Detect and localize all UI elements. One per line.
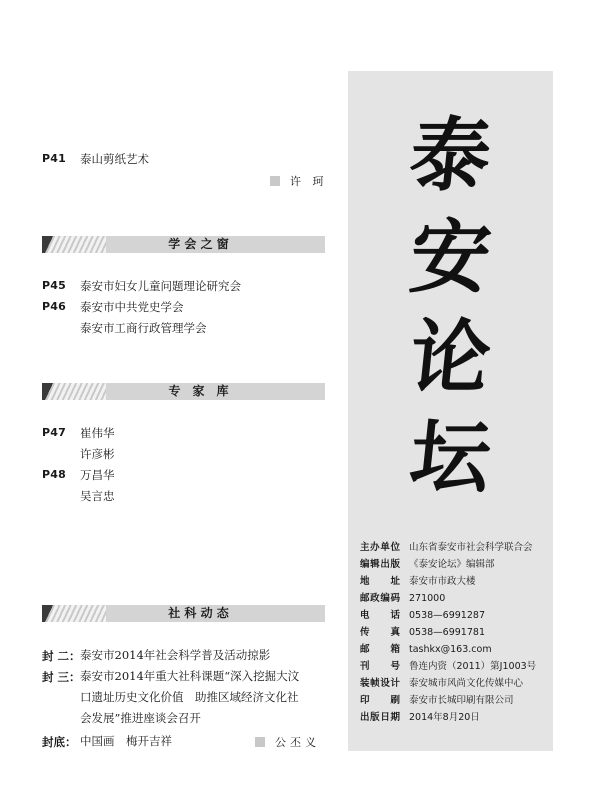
article-title: 泰安市中共党史学会 bbox=[80, 300, 184, 314]
section-header-news bbox=[42, 605, 325, 622]
cover3-text-line: 口遗址历史文化价值 助推区域经济文化社 bbox=[80, 690, 299, 704]
cover-title-char: 安 bbox=[405, 210, 496, 304]
article-author bbox=[270, 173, 328, 189]
page-number: P46 bbox=[42, 300, 66, 313]
imprint-label: 刊 号 bbox=[360, 661, 400, 672]
magazine-cover-panel bbox=[348, 71, 553, 751]
article-title: 泰山剪纸艺术 bbox=[80, 152, 149, 166]
author-name: 公丕义 bbox=[275, 736, 320, 749]
imprint-value: 山东省泰安市社会科学联合会 bbox=[409, 542, 533, 553]
page-number: P45 bbox=[42, 279, 66, 292]
cover3-text-line: 会发展”推进座谈会召开 bbox=[80, 711, 201, 725]
imprint-value: 泰安市市政大楼 bbox=[409, 576, 476, 587]
imprint-row bbox=[360, 591, 445, 607]
imprint-row bbox=[360, 557, 495, 573]
section-header-window bbox=[42, 236, 325, 253]
imprint-label: 编辑出版 bbox=[360, 559, 400, 570]
author-marker-icon bbox=[270, 176, 280, 186]
article-title: 泰安市工商行政管理学会 bbox=[80, 321, 207, 335]
cover3-label: 封 三： bbox=[42, 670, 81, 684]
imprint-row bbox=[360, 676, 523, 692]
expert-name: 许彦彬 bbox=[80, 447, 115, 461]
imprint-label: 邮政编码 bbox=[360, 593, 400, 604]
author-name: 许 珂 bbox=[290, 175, 328, 188]
page-number: P41 bbox=[42, 152, 66, 165]
imprint-row bbox=[360, 659, 536, 675]
imprint-value: tashkx@163.com bbox=[409, 644, 492, 655]
section-title: 社 科 动 态 bbox=[168, 606, 229, 620]
page-number: P47 bbox=[42, 426, 66, 439]
expert-name: 吴言忠 bbox=[80, 489, 115, 503]
cover2-text: 泰安市2014年社会科学普及活动掠影 bbox=[80, 648, 271, 662]
imprint-row bbox=[360, 540, 533, 556]
section-header-experts bbox=[42, 383, 325, 400]
imprint-label: 印 刷 bbox=[360, 695, 400, 706]
imprint-label: 电 话 bbox=[360, 610, 400, 621]
page-number: P48 bbox=[42, 468, 66, 481]
imprint-row bbox=[360, 642, 492, 658]
imprint-value: 泰安城市风尚文化传媒中心 bbox=[409, 678, 524, 689]
imprint-label: 装帧设计 bbox=[360, 678, 400, 689]
back-cover-label: 封底： bbox=[42, 735, 77, 749]
imprint-row bbox=[360, 693, 514, 709]
imprint-value: 《泰安论坛》编辑部 bbox=[409, 559, 495, 570]
imprint-label: 传 真 bbox=[360, 627, 400, 638]
imprint-row bbox=[360, 710, 480, 726]
imprint-value: 鲁连内资（2011）第J1003号 bbox=[409, 661, 537, 672]
section-title: 学 会 之 窗 bbox=[168, 237, 229, 251]
expert-name: 万昌华 bbox=[80, 468, 115, 482]
author-marker-icon bbox=[255, 737, 265, 747]
imprint-label: 地 址 bbox=[360, 576, 400, 587]
imprint-label: 邮 箱 bbox=[360, 644, 400, 655]
imprint-value: 0538—6991287 bbox=[409, 610, 485, 621]
cover-title-char: 泰 bbox=[405, 108, 496, 202]
cover2-label: 封 二： bbox=[42, 649, 81, 663]
section-title: 专 家 库 bbox=[168, 384, 229, 398]
back-cover-author bbox=[255, 734, 320, 750]
imprint-row bbox=[360, 608, 485, 624]
imprint-row bbox=[360, 625, 485, 641]
cover-title-char: 坛 bbox=[405, 410, 496, 504]
back-cover-text: 中国画 梅开吉祥 bbox=[80, 734, 172, 748]
expert-name: 崔伟华 bbox=[80, 426, 115, 440]
imprint-value: 泰安市长城印刷有限公司 bbox=[409, 695, 514, 706]
imprint-label: 出版日期 bbox=[360, 712, 400, 723]
imprint-value: 0538—6991781 bbox=[409, 627, 485, 638]
imprint-value: 271000 bbox=[409, 593, 446, 604]
cover3-text-line: 泰安市2014年重大社科课题“深入挖掘大汶 bbox=[80, 669, 300, 683]
imprint-value: 2014年8月20日 bbox=[409, 712, 480, 723]
imprint-label: 主办单位 bbox=[360, 542, 400, 553]
cover-title-char: 论 bbox=[405, 310, 496, 404]
imprint-row bbox=[360, 574, 476, 590]
article-title: 泰安市妇女儿童问题理论研究会 bbox=[80, 279, 241, 293]
